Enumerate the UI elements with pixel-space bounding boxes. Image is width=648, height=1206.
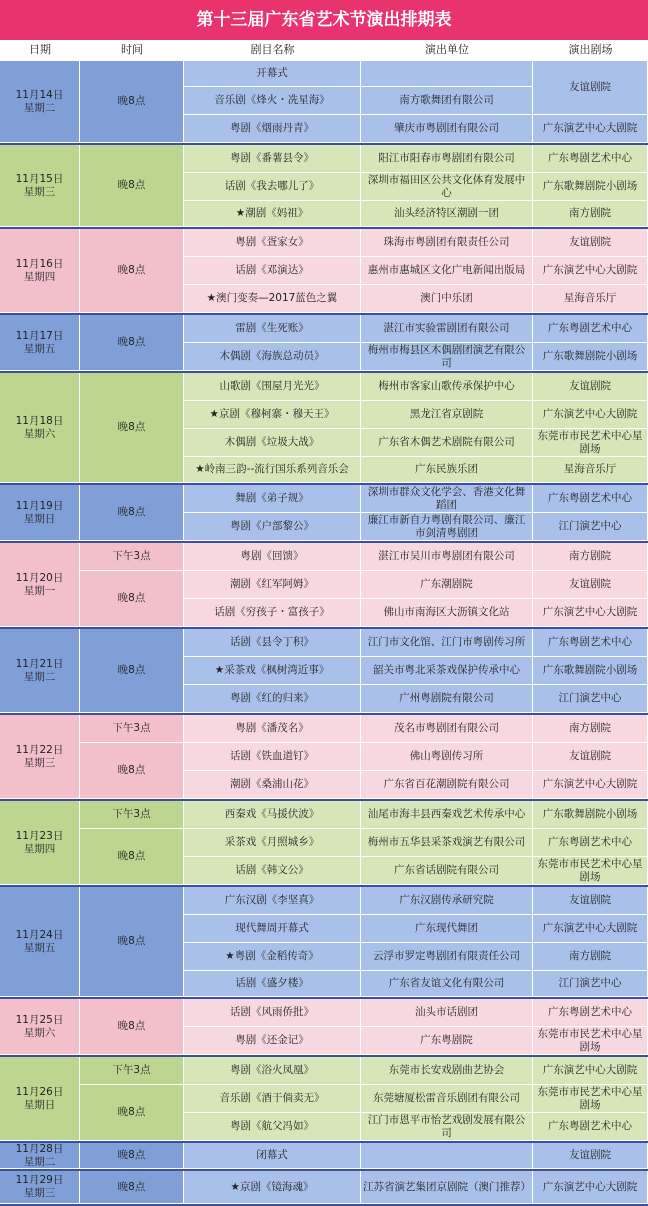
unit-cell: 佛山粤剧传习所 <box>361 743 533 771</box>
venue-cell: 广东演艺中心大剧院 <box>533 401 648 429</box>
time-cell: 晚8点 <box>80 229 184 313</box>
venue-cell: 友谊剧院 <box>533 373 648 401</box>
program-cell: 采茶戏《月照城乡》 <box>184 829 361 857</box>
weekday-text: 星期一 <box>23 584 56 597</box>
unit-cell: 汕头经济特区潮剧一团 <box>361 201 533 227</box>
program-cell: 粤剧《疍家女》 <box>184 229 361 257</box>
unit-cell: 肇庆市粤剧团有限公司 <box>361 115 533 143</box>
date-cell <box>0 229 80 313</box>
venue-cell: 星海音乐厅 <box>533 457 648 483</box>
header-date: 日期 <box>29 43 51 56</box>
day-group <box>0 887 648 997</box>
unit-cell: 广东粤剧院 <box>361 1027 533 1055</box>
unit-cell: 廉江市新自力粤剧有限公司、廉江市剑清粤剧团 <box>361 513 533 541</box>
date-text: 11月20日 <box>15 571 64 584</box>
weekday-text: 星期四 <box>23 842 56 855</box>
venue-cell: 广东演艺中心大剧院 <box>533 1057 648 1085</box>
day-group <box>0 715 648 799</box>
day-group <box>0 801 648 885</box>
unit-cell: 广东现代舞团 <box>361 915 533 943</box>
date-cell <box>0 629 80 713</box>
weekday-text: 星期日 <box>23 1098 56 1111</box>
date-text: 11月16日 <box>15 257 64 270</box>
day-group <box>0 543 648 627</box>
weekday-text: 星期二 <box>23 670 56 683</box>
unit-cell: 广东潮剧院 <box>361 571 533 599</box>
unit-cell: 广东省木偶艺术剧院有限公司 <box>361 429 533 457</box>
unit-cell: 黑龙江省京剧院 <box>361 401 533 429</box>
unit-cell: 澳门中乐团 <box>361 285 533 313</box>
weekday-text: 星期六 <box>23 1026 56 1039</box>
program-cell: 粤剧《还金记》 <box>184 1027 361 1055</box>
venue-cell: 友谊剧院 <box>533 1143 648 1169</box>
venue-cell: 广东粤剧艺术中心 <box>533 485 648 513</box>
venue-cell: 广东演艺中心大剧院 <box>533 599 648 627</box>
program-cell: 话剧《风雨侨批》 <box>184 999 361 1027</box>
program-cell: 话剧《盛夕楼》 <box>184 971 361 997</box>
unit-cell: 深圳市群众文化学会、香港文化舞蹈团 <box>361 485 533 513</box>
venue-cell: 南方剧院 <box>533 715 648 743</box>
time-cell: 晚8点 <box>80 829 184 885</box>
program-cell: 现代舞周开幕式 <box>184 915 361 943</box>
date-text: 11月17日 <box>15 329 64 342</box>
day-group <box>0 373 648 483</box>
unit-cell: 梅州市五华县采茶戏演艺有限公司 <box>361 829 533 857</box>
unit-cell: 汕头市话剧团 <box>361 999 533 1027</box>
unit-cell: 东莞塘厦松雷音乐剧团有限公司 <box>361 1085 533 1113</box>
date-cell <box>0 887 80 997</box>
time-cell: 晚8点 <box>80 1143 184 1169</box>
header-time: 时间 <box>121 43 143 56</box>
program-cell: ★采茶戏《枫树湾近事》 <box>184 657 361 685</box>
date-cell <box>0 61 80 143</box>
time-cell: 晚8点 <box>80 999 184 1055</box>
unit-cell: 梅州市客家山歌传承保护中心 <box>361 373 533 401</box>
venue-cell: 江门演艺中心 <box>533 971 648 997</box>
time-cell: 下午3点 <box>80 801 184 829</box>
program-cell: 粤剧《番薯县令》 <box>184 145 361 173</box>
unit-cell: 佛山市南海区大沥镇文化站 <box>361 599 533 627</box>
unit-cell: 茂名市粤剧团有限公司 <box>361 715 533 743</box>
program-cell: 话剧《我去哪儿了》 <box>184 173 361 201</box>
time-cell: 晚8点 <box>80 315 184 371</box>
weekday-text: 星期五 <box>23 342 56 355</box>
unit-cell: 湛江市实验雷剧团有限公司 <box>361 315 533 343</box>
date-cell <box>0 373 80 483</box>
program-cell: 木偶剧《垃圾大战》 <box>184 429 361 457</box>
program-cell: 话剧《县令丁积》 <box>184 629 361 657</box>
day-group <box>0 1143 648 1169</box>
venue-cell: 广东歌舞剧院小剧场 <box>533 343 648 371</box>
venue-cell: 广东粤剧艺术中心 <box>533 629 648 657</box>
program-cell: 粤剧《烟雨丹青》 <box>184 115 361 143</box>
day-group <box>0 629 648 713</box>
weekday-text: 星期二 <box>23 1155 56 1168</box>
date-text: 11月22日 <box>15 743 64 756</box>
unit-cell: 广东省友谊文化有限公司 <box>361 971 533 997</box>
date-cell <box>0 145 80 227</box>
unit-cell: 云浮市罗定粤剧团有限责任公司 <box>361 943 533 971</box>
venue-cell: 广东演艺中心大剧院 <box>533 915 648 943</box>
unit-cell: 湛江市吴川市粤剧团有限公司 <box>361 543 533 571</box>
weekday-text: 星期四 <box>23 270 56 283</box>
program-cell: 粤剧《户部黎公》 <box>184 513 361 541</box>
time-cell: 晚8点 <box>80 571 184 627</box>
venue-cell: 广东歌舞剧院小剧场 <box>533 801 648 829</box>
unit-cell <box>361 1143 533 1169</box>
date-text: 11月21日 <box>15 657 64 670</box>
date-cell <box>0 999 80 1055</box>
unit-cell: 江门市文化馆、江门市粤剧传习所 <box>361 629 533 657</box>
venue-cell: 友谊剧院 <box>533 887 648 915</box>
program-cell: 音乐剧《烽火・冼星海》 <box>184 87 361 115</box>
program-cell: ★京剧《穆柯寨・穆天王》 <box>184 401 361 429</box>
venue-cell: 广东粤剧艺术中心 <box>533 145 648 173</box>
program-cell: 开幕式 <box>184 61 361 87</box>
weekday-text: 星期六 <box>23 427 56 440</box>
day-group <box>0 315 648 371</box>
weekday-text: 星期日 <box>23 512 56 525</box>
program-cell: ★粤剧《金稻传奇》 <box>184 943 361 971</box>
weekday-text: 星期五 <box>23 941 56 954</box>
unit-cell: 广州粤剧院有限公司 <box>361 685 533 713</box>
venue-cell: 广东演艺中心大剧院 <box>533 257 648 285</box>
program-cell: 粤剧《航父冯如》 <box>184 1113 361 1141</box>
venue-cell: 南方剧院 <box>533 943 648 971</box>
unit-cell: 阳江市阳春市粤剧团有限公司 <box>361 145 533 173</box>
date-cell <box>0 715 80 799</box>
venue-cell: 南方剧院 <box>533 201 648 227</box>
venue-cell: 东莞市市民艺术中心星剧场 <box>533 1085 648 1113</box>
time-cell: 晚8点 <box>80 629 184 713</box>
time-cell: 下午3点 <box>80 543 184 571</box>
time-cell: 晚8点 <box>80 743 184 799</box>
date-text: 11月29日 <box>15 1174 64 1186</box>
unit-cell <box>361 61 533 87</box>
program-cell: 粤剧《浴火凤凰》 <box>184 1057 361 1085</box>
venue-cell: 广东粤剧艺术中心 <box>533 1113 648 1141</box>
venue-cell: 江门演艺中心 <box>533 513 648 541</box>
venue-cell: 广东粤剧艺术中心 <box>533 999 648 1027</box>
venue-cell: 广东歌舞剧院小剧场 <box>533 173 648 201</box>
weekday-text: 星期三 <box>23 756 56 769</box>
weekday-text: 星期三 <box>23 185 56 198</box>
time-cell: 晚8点 <box>80 887 184 997</box>
date-cell <box>0 801 80 885</box>
date-cell <box>0 1171 80 1204</box>
time-cell: 晚8点 <box>80 1171 184 1204</box>
date-text: 11月19日 <box>15 499 64 512</box>
time-cell: 晚8点 <box>80 373 184 483</box>
page-title: 第十三届广东省艺术节演出排期表 <box>0 0 648 40</box>
program-cell: 粤剧《回馈》 <box>184 543 361 571</box>
unit-cell: 东莞市长安戏剧曲艺协会 <box>361 1057 533 1085</box>
header-venue: 演出剧场 <box>568 43 613 56</box>
program-cell: ★潮剧《妈祖》 <box>184 201 361 227</box>
program-cell: 潮剧《桑浦山花》 <box>184 771 361 799</box>
program-cell: 音乐剧《酒干倘卖无》 <box>184 1085 361 1113</box>
program-cell: ★京剧《镜海魂》 <box>184 1171 361 1204</box>
time-cell: 晚8点 <box>80 1085 184 1141</box>
date-text: 11月28日 <box>15 1143 64 1155</box>
date-cell <box>0 1143 80 1169</box>
date-cell <box>0 485 80 541</box>
header-unit: 演出单位 <box>425 43 469 56</box>
unit-cell: 广东民族乐团 <box>361 457 533 483</box>
date-text: 11月18日 <box>15 414 64 427</box>
time-cell: 下午3点 <box>80 715 184 743</box>
program-cell: 舞剧《弟子规》 <box>184 485 361 513</box>
day-group <box>0 145 648 227</box>
program-cell: 西秦戏《马援伏波》 <box>184 801 361 829</box>
time-cell: 晚8点 <box>80 485 184 541</box>
venue-cell: 江门演艺中心 <box>533 685 648 713</box>
date-text: 11月14日 <box>15 88 64 101</box>
venue-cell: 南方剧院 <box>533 543 648 571</box>
time-cell: 晚8点 <box>80 61 184 143</box>
unit-cell: 汕尾市海丰县西秦戏艺术传承中心 <box>361 801 533 829</box>
day-group <box>0 485 648 541</box>
program-cell: 潮剧《红军阿姆》 <box>184 571 361 599</box>
program-cell: 山歌剧《围屋月光光》 <box>184 373 361 401</box>
weekday-text: 星期三 <box>23 1187 56 1199</box>
unit-cell: 深圳市福田区公共文化体育发展中心 <box>361 173 533 201</box>
date-text: 11月24日 <box>15 928 64 941</box>
date-text: 11月23日 <box>15 829 64 842</box>
unit-cell: 惠州市惠城区文化广电新闻出版局 <box>361 257 533 285</box>
venue-cell: 广东歌舞剧院小剧场 <box>533 657 648 685</box>
unit-cell: 江门市恩平市怡艺戏剧发展有限公司 <box>361 1113 533 1141</box>
program-cell: 广东汉剧《李坚真》 <box>184 887 361 915</box>
unit-cell: 广东省百花潮剧院有限公司 <box>361 771 533 799</box>
venue-cell: 广东粤剧艺术中心 <box>533 829 648 857</box>
program-cell: ★岭南三韵--流行国乐系列音乐会 <box>184 457 361 483</box>
date-text: 11月26日 <box>15 1085 64 1098</box>
unit-cell: 江苏省演艺集团京剧院（澳门推荐） <box>361 1171 533 1204</box>
program-cell: 木偶剧《海族总动员》 <box>184 343 361 371</box>
venue-cell: 友谊剧院 <box>533 743 648 771</box>
date-cell <box>0 1057 80 1141</box>
day-group <box>0 229 648 313</box>
unit-cell: 韶关市粤北采茶戏保护传承中心 <box>361 657 533 685</box>
program-cell: 闭幕式 <box>184 1143 361 1169</box>
date-cell <box>0 315 80 371</box>
venue-cell: 广东演艺中心大剧院 <box>533 771 648 799</box>
program-cell: 雷剧《生死账》 <box>184 315 361 343</box>
day-group <box>0 1171 648 1204</box>
unit-cell: 广东汉剧传承研究院 <box>361 887 533 915</box>
venue-cell: 友谊剧院 <box>533 229 648 257</box>
venue-cell: 友谊剧院 <box>533 571 648 599</box>
venue-cell: 东莞市市民艺术中心星剧场 <box>533 429 648 457</box>
table-header <box>0 40 648 59</box>
header-program: 剧目名称 <box>250 43 295 56</box>
program-cell: 粤剧《红的归来》 <box>184 685 361 713</box>
time-cell: 晚8点 <box>80 145 184 227</box>
venue-cell: 东莞市市民艺术中心星剧场 <box>533 857 648 885</box>
program-cell: 话剧《穷孩子・富孩子》 <box>184 599 361 627</box>
program-cell: 话剧《铁血道钉》 <box>184 743 361 771</box>
date-cell <box>0 543 80 627</box>
venue-cell: 东莞市市民艺术中心星剧场 <box>533 1027 648 1055</box>
venue-cell: 广东演艺中心大剧院 <box>533 115 648 143</box>
program-cell: 话剧《邓演达》 <box>184 257 361 285</box>
venue-cell: 友谊剧院 <box>533 61 648 115</box>
venue-cell: 广东粤剧艺术中心 <box>533 315 648 343</box>
program-cell: 话剧《韩文公》 <box>184 857 361 885</box>
program-cell: ★澳门变奏—2017蓝色之翼 <box>184 285 361 313</box>
day-group <box>0 1057 648 1141</box>
date-text: 11月25日 <box>15 1013 64 1026</box>
time-cell: 下午3点 <box>80 1057 184 1085</box>
venue-cell: 星海音乐厅 <box>533 285 648 313</box>
date-text: 11月15日 <box>15 172 64 185</box>
unit-cell: 广东省话剧院有限公司 <box>361 857 533 885</box>
program-cell: 粤剧《潘茂名》 <box>184 715 361 743</box>
day-group <box>0 61 648 143</box>
weekday-text: 星期二 <box>23 101 56 114</box>
day-group <box>0 999 648 1055</box>
unit-cell: 珠海市粤剧团有限责任公司 <box>361 229 533 257</box>
unit-cell: 南方歌舞团有限公司 <box>361 87 533 115</box>
venue-cell: 广东演艺中心大剧院 <box>533 1171 648 1204</box>
unit-cell: 梅州市梅县区木偶剧团演艺有限公司 <box>361 343 533 371</box>
